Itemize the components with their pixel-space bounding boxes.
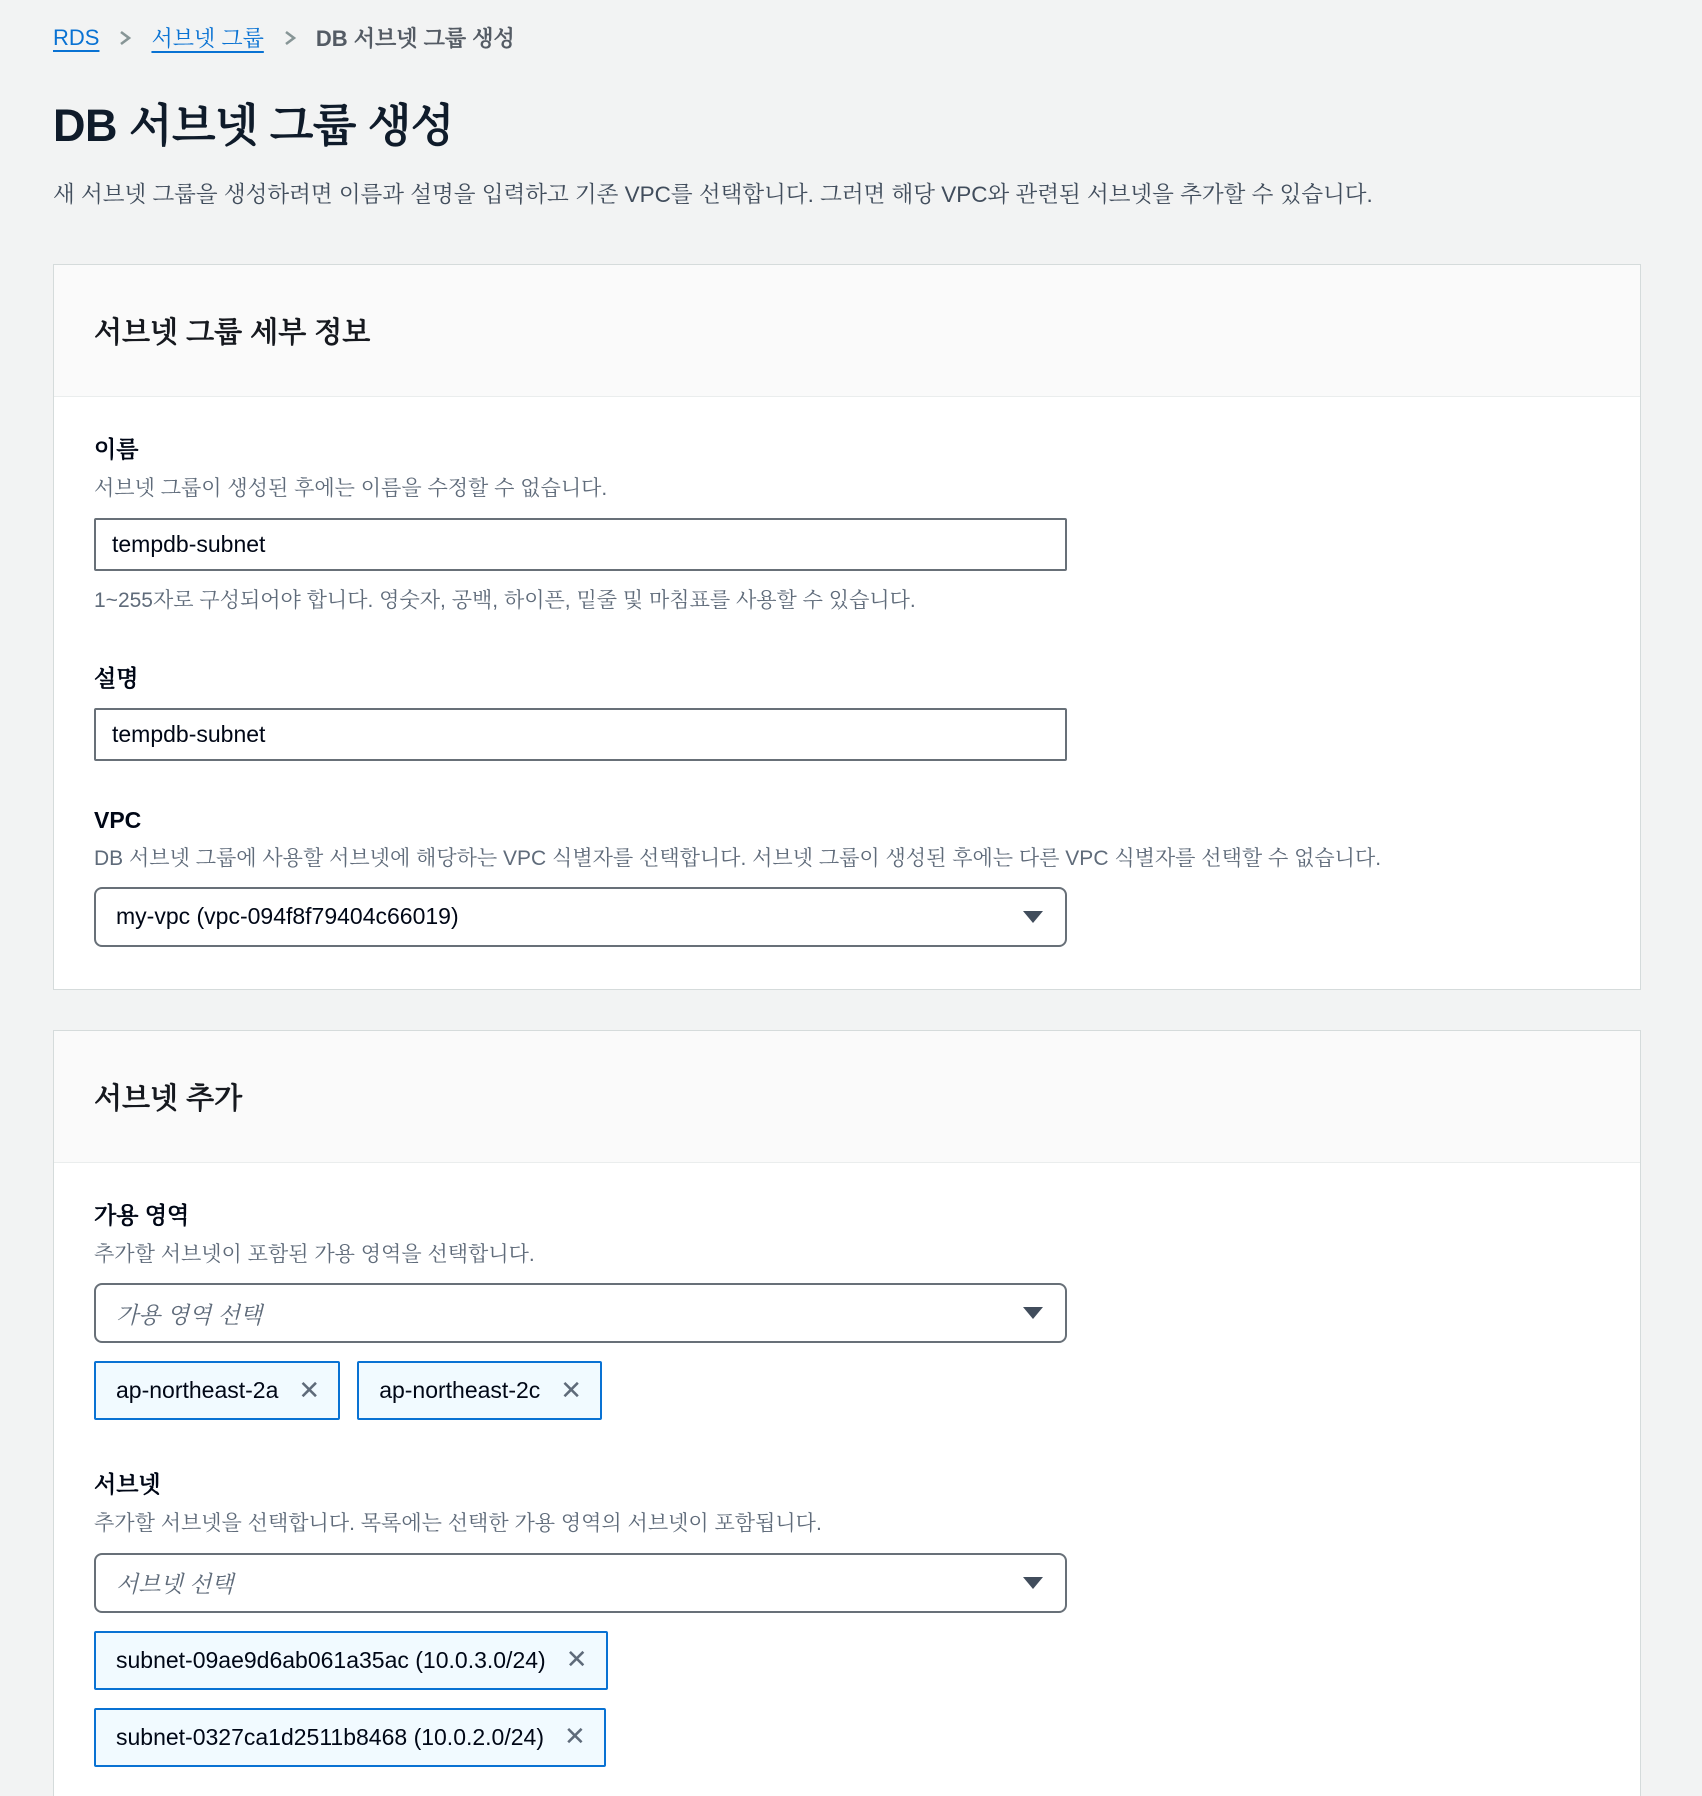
- description-label: 설명: [94, 664, 139, 691]
- vpc-label: VPC: [94, 806, 142, 833]
- vpc-help-text: DB 서브넷 그룹에 사용할 서브넷에 해당하는 VPC 식별자를 선택합니다. 서브넷 그룹이 생성된 후에는 다른 VPC 식별자를 선택할 수 없습니다.: [94, 846, 1382, 870]
- subnet-label: 서브넷: [94, 1471, 161, 1498]
- close-icon[interactable]: ✕: [298, 1375, 321, 1406]
- az-token: [357, 1361, 602, 1420]
- subnet-token: [94, 1631, 608, 1690]
- vpc-select[interactable]: [94, 887, 1067, 947]
- breadcrumb-subnet-groups-link[interactable]: 서브넷 그룹: [151, 26, 264, 51]
- vpc-selected-value: my-vpc (vpc-094f8f79404c66019): [116, 903, 459, 930]
- subnet-select[interactable]: [94, 1553, 1067, 1613]
- description-field: [94, 660, 1600, 761]
- subnets-card-title: 서브넷 추가: [54, 1031, 1640, 1163]
- subnet-help-text: 추가할 서브넷을 선택합니다. 목록에는 선택한 가용 영역의 서브넷이 포함됩니다.: [94, 1512, 822, 1536]
- vpc-field: [94, 807, 1600, 947]
- name-label: 이름: [94, 436, 139, 463]
- subnet-field: [94, 1466, 1600, 1766]
- availability-zone-placeholder: 가용 영역 선택: [116, 1301, 263, 1328]
- az-token-label: ap-northeast-2c: [379, 1377, 541, 1404]
- close-icon[interactable]: ✕: [563, 1722, 586, 1753]
- subnet-token-row: [94, 1613, 1600, 1767]
- details-card-body: [54, 397, 1640, 989]
- subnet-placeholder: 서브넷 선택: [116, 1571, 234, 1598]
- name-constraint-text: 1~255자로 구성되어야 합니다. 영숫자, 공백, 하이픈, 밑줄 및 마침표를 사용할 수 있습니다.: [94, 588, 916, 612]
- az-token: [94, 1361, 340, 1420]
- close-icon[interactable]: ✕: [565, 1645, 588, 1676]
- description-input[interactable]: [94, 708, 1067, 761]
- subnets-card-body: [54, 1163, 1640, 1796]
- chevron-right-icon: [282, 27, 298, 49]
- caret-down-icon: [1023, 911, 1043, 923]
- close-icon[interactable]: ✕: [560, 1375, 583, 1406]
- add-subnets-card: [53, 1030, 1641, 1796]
- availability-zone-field: [94, 1197, 1600, 1420]
- caret-down-icon: [1023, 1577, 1043, 1589]
- breadcrumb: [53, 20, 1641, 53]
- availability-zone-help-text: 추가할 서브넷이 포함된 가용 영역을 선택합니다.: [94, 1242, 535, 1266]
- az-token-label: ap-northeast-2a: [116, 1377, 279, 1404]
- page-title: DB 서브넷 그룹 생성: [53, 100, 454, 151]
- details-card-title: 서브넷 그룹 세부 정보: [54, 265, 1640, 397]
- page-subtitle: 새 서브넷 그룹을 생성하려면 이름과 설명을 입력하고 기존 VPC를 선택합니다. 그러면 해당 VPC와 관련된 서브넷을 추가할 수 있습니다.: [53, 182, 1373, 207]
- availability-zone-token-row: [94, 1343, 1600, 1420]
- name-input[interactable]: [94, 518, 1067, 571]
- availability-zone-label: 가용 영역: [94, 1201, 190, 1228]
- availability-zone-select[interactable]: [94, 1283, 1067, 1343]
- breadcrumb-current-page: DB 서브넷 그룹 생성: [315, 26, 515, 51]
- subnet-token-label: subnet-0327ca1d2511b8468 (10.0.2.0/24): [116, 1723, 544, 1750]
- subnet-token-label: subnet-09ae9d6ab061a35ac (10.0.3.0/24): [116, 1646, 546, 1673]
- caret-down-icon: [1023, 1307, 1043, 1319]
- name-help-text: 서브넷 그룹이 생성된 후에는 이름을 수정할 수 없습니다.: [94, 477, 608, 501]
- subnet-group-details-card: [53, 264, 1641, 990]
- subnet-token: [94, 1708, 606, 1767]
- name-field: [94, 431, 1600, 613]
- chevron-right-icon: [117, 27, 133, 49]
- breadcrumb-rds-link[interactable]: RDS: [53, 24, 100, 50]
